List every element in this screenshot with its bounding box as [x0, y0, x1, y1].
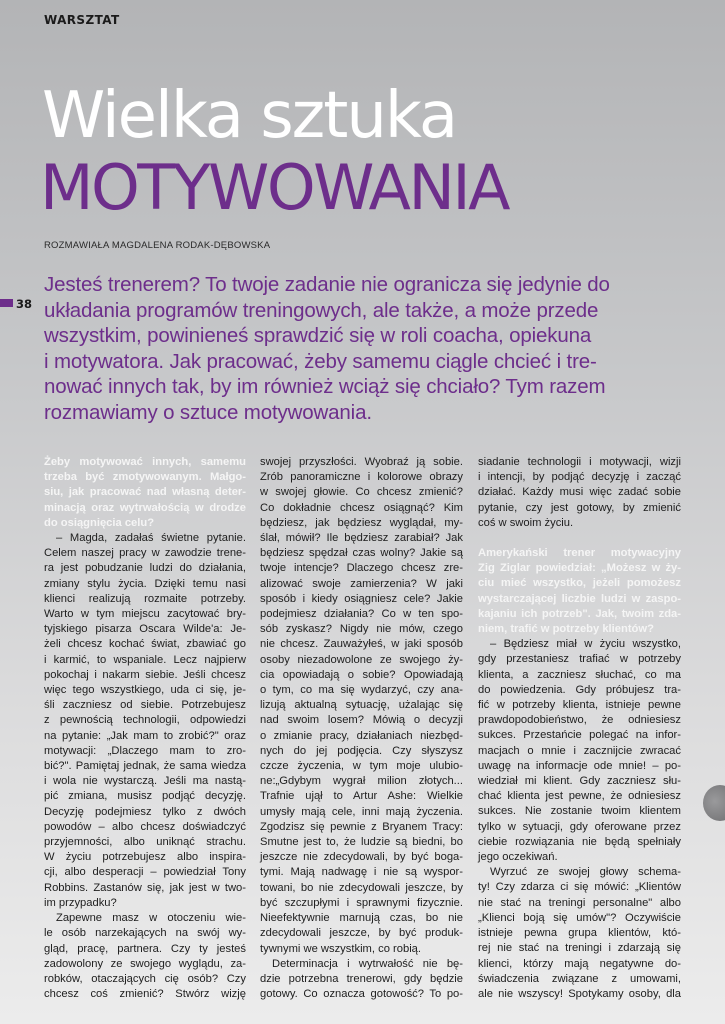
lead-line: wszystkim, powinieneś sprawdzić się w roli coacha, opiekuna [44, 324, 592, 347]
body-line: będziesz spędzał czas wolny? Jakie są [260, 547, 463, 560]
body-line: przyjemności, albo uniknąć strachu. [44, 836, 246, 849]
body-line: im przypadku? [44, 896, 117, 909]
body-line: swojej przyszłości. Wyobraź ją sobie. [260, 456, 463, 468]
body-line: więc tego wszystkiego, uda ci się, je- [44, 684, 246, 697]
question-line: wystarczającej liczbie ludzi w zaspo- [478, 592, 681, 605]
body-line: tymi. Mają nadwagę i nie są wyspor- [260, 866, 463, 879]
lead-line: układania programów treningowych, ale także, a może przede [44, 298, 599, 322]
question-line: Zig Ziglar powiedział: „Możesz w ży- [478, 562, 681, 575]
body-line: sukces. Nie zostanie twoim klientem [478, 805, 681, 818]
body-line: czcze życzenia, w tym moje ulubio- [260, 760, 463, 773]
body-line: – Magda, zadałaś świetne pytanie. [56, 532, 246, 545]
lead-line: nować innych tak, by im również wciąż się chciało? Tym razem [44, 375, 606, 398]
body-line: twoje intencje? Dlaczego chcesz zre- [260, 562, 463, 575]
body-line: Smutne jest to, że ludzie są biedni, bo [260, 836, 463, 849]
body-line: sób zyskasz? Nigdy nie mów, czego [260, 623, 463, 636]
body-line: i intencji, by podjąć decyzję i zacząć [478, 471, 681, 484]
title-line-1: Wielka sztuka [42, 79, 457, 153]
body-line: Robbins. Zastanów się, jak jest w two- [44, 881, 246, 894]
body-line: pokochaj i nakarm siebie. Jeśli chcesz [44, 668, 246, 681]
question-line: kajaniu ich potrzeb". Jak, twoim zda- [478, 607, 681, 620]
body-line: zmiany stylu życia. Dzięki temu nasi [44, 577, 246, 590]
section-label: WARSZTAT [44, 13, 120, 27]
body-line: sposób i kiedy osiągniesz cele? Jakie [260, 592, 463, 605]
body-line: z pewnością technologii, odpowiedzi [44, 714, 246, 727]
text-column-1 [44, 455, 246, 1002]
lead-line: rozmawiamy o sztuce motywowania. [44, 400, 372, 424]
body-line: klienci realizują rozmaite potrzeby. [44, 592, 246, 605]
body-line: ty! Czy zdarza ci się mówić: „Klientów [478, 881, 681, 894]
question-line: Żeby motywować innych, samemu [44, 456, 246, 468]
body-line: i karmić, to wspaniale. Lecz najpierw [44, 653, 246, 666]
question-line: do osiągnięcia celu? [44, 516, 155, 529]
question-line: trzeba być zmotywowanym. Małgo- [44, 471, 246, 484]
body-line: ra jest pobudzanie ludzi do działania, [44, 562, 246, 575]
body-line: towani, bo nie zdecydowali jeszcze, by [260, 881, 463, 894]
body-line: gdy przestaniesz trafiać w potrzeby [478, 653, 681, 666]
body-line: gląd, pracę, partnera. Czy ty jesteś [44, 942, 246, 955]
body-line: nad swoim losem? Mówią o decyzji [260, 714, 463, 727]
body-line: o tym, co ma się wydarzyć, czy ana- [260, 684, 463, 697]
body-line: działać. Każdy musi więc zadać sobie [478, 486, 681, 499]
body-line: Co dokładnie chcesz osiągnąć? Kim [260, 501, 463, 514]
body-line: Wyrzuć ze swojej głowy schema- [490, 866, 681, 879]
body-line: ciebie rozwiązania nie będą spełniały [478, 835, 681, 848]
body-line: Zrób panoramiczne i kolorowe obrazy [260, 471, 463, 484]
body-line: będziesz, jak będziesz wyglądał, my- [260, 516, 463, 529]
body-line: ale nie wszyscy! Spotykamy osoby, dla [478, 987, 681, 1000]
body-line: nych do jej podjęcia. Czy słyszysz [260, 744, 463, 757]
body-line: zadowolony ze swojego wyglądu, za- [44, 957, 246, 970]
body-line: powodów – albo chcesz doświadczyć [44, 820, 246, 833]
body-line: coś w swoim życiu. [478, 516, 574, 529]
question-line: ciu mieć wszystko, jeżeli pomożesz [478, 577, 681, 590]
body-line: Trafnie ujął to Artur Ashe: Wielkie [260, 790, 463, 803]
body-line: le osób narzekających na swój wy- [44, 927, 246, 940]
body-line: o zmianie pracy, działaniach niezbęd- [260, 729, 463, 742]
body-line: nie stać na treningi personalne" albo [478, 896, 681, 909]
body-line: siadanie technologii i motywacji, wizji [478, 456, 681, 468]
body-line: być szczupłymi i sprawnymi fizycznie. [260, 896, 463, 909]
body-line: pytanie, czy jest gotowy, by zmienić [478, 501, 681, 514]
body-line: tywnymi we wszystkim, co robią. [260, 942, 422, 955]
body-line: Nieefektywnie marnują czas, bo nie [260, 912, 463, 925]
question-line: Amerykański trener motywacyjny [478, 547, 681, 560]
question-line: minacją oraz wytrwałością w drodze [44, 501, 246, 514]
body-line: świadczenia związane z umowami, [478, 972, 681, 985]
question-line: siu, jak pracować nad własną deter- [44, 486, 246, 499]
body-line: rej nie stać na treningi i zdarzają się [478, 942, 681, 955]
body-line: żeli chcesz kochać świat, zbawiać go [44, 638, 246, 651]
paragraph-gap [478, 531, 681, 546]
body-line: dzie potrzebna trenerowi, gdy będzie [260, 972, 463, 985]
body-line: lizują aktualną sytuację, użalając się [260, 699, 463, 712]
body-line: zdecydowali jeszcze, by być produk- [260, 927, 463, 940]
byline: ROZMAWIAŁA MAGDALENA RODAK-DĘBOWSKA [44, 240, 271, 251]
body-line: cia opowiadają o sobie? Opowiadają [260, 668, 463, 681]
page-curl [703, 785, 725, 821]
lead-line: i motywatora. Jak pracować, żeby samemu ciągle chcieć i tre- [44, 349, 597, 373]
lead-line: Jesteś trenerem? To twoje zadanie nie ogranicza się jedynie do [44, 273, 610, 296]
body-line: chać klienta jest pewne, że odniesiesz [478, 790, 681, 803]
body-line: nie chcesz. Zauważyłeś, w jaki sposób [260, 638, 463, 651]
body-line: osoby niezadowolone ze swojego ży- [260, 653, 463, 666]
body-line: motywacji: „Dlaczego mam to zro- [44, 744, 246, 757]
body-line: klienci, którzy mają negatywne do- [478, 957, 681, 970]
body-line: uwagę na informacje ode mnie! – po- [478, 759, 681, 772]
body-line: klienta, a zaczniesz słuchać, co ma [478, 668, 681, 681]
body-line: śli zaczniesz od siebie. Potrzebujesz [44, 699, 246, 712]
body-line: jego oczekiwań. [478, 851, 558, 864]
title-line-2: MOTYWOWANIA [40, 151, 509, 224]
lead-paragraph [44, 272, 694, 425]
body-line: macjach o mnie i zacznijcie zwracać [478, 744, 681, 757]
body-line: prawdopodobieństwo, że odniesiesz [478, 714, 681, 727]
body-line: Zapewne masz w otoczeniu wie- [56, 912, 246, 925]
body-line: „Klienci boją się umów"? Oczywiście [478, 911, 681, 924]
body-line: alizować swoje zamierzenia? W jaki [260, 577, 463, 590]
body-line: Determinacja i wytrwałość nie bę- [272, 957, 463, 970]
body-line: tylko w sytuacji, gdy oferowane przez [478, 820, 681, 833]
text-column-2 [260, 455, 463, 1002]
body-line: do powiedzenia. Gdy próbujesz tra- [478, 683, 681, 696]
body-line: tyjskiego pisarza Oscara Wilde'a: Je- [44, 623, 246, 636]
body-line: gotowy. Co oznacza gotowość? To po- [260, 988, 463, 1001]
body-line: Decyzję podejmiesz tylko z dwóch [44, 805, 246, 818]
page-number: 38 [16, 297, 33, 311]
body-line: Warto w tym miejscu zacytować bry- [44, 608, 246, 621]
body-line: robków, otaczających cię osób? Czy [44, 972, 246, 985]
body-line: pić zmiana, musisz podjąć decyzję. [44, 790, 246, 803]
body-line: sukces. Przestańcie polegać na infor- [478, 729, 681, 742]
body-line: chcesz coś zmienić? Stwórz wizję [44, 988, 246, 1001]
body-line: wiedział mi klient. Gdy zaczniesz słu- [478, 775, 681, 788]
body-line: istnieje pewna grupa klientów, któ- [478, 927, 681, 940]
body-line: na pytanie: „Jak mam to zrobić?" oraz [44, 729, 246, 742]
body-line: fić w potrzeby klienta, istnieje pewne [478, 699, 681, 712]
text-column-3 [478, 455, 681, 1002]
page-marker [0, 299, 13, 307]
body-line: Zgodzisz się pewnie z Bryanem Tracy: [260, 820, 463, 833]
body-line: podejmiesz działania? Co w ten spo- [260, 608, 463, 621]
body-line: ślał, mówił? Ile będziesz zarabiał? Jak [260, 532, 463, 545]
body-line: – Będziesz miał w życiu wszystko, [490, 638, 681, 651]
body-line: jeszcze nie zdecydowali, by być boga- [260, 851, 463, 864]
question-line: niem, trafić w potrzeby klientów? [478, 623, 654, 636]
body-line: w swojej głowie. Co chcesz zmienić? [260, 486, 463, 499]
body-line: bić?". Pamiętaj jednak, że sama wiedza [44, 760, 246, 773]
body-line: W życiu potrzebujesz albo inspira- [44, 851, 246, 864]
body-line: i wola nie wystarczą. Jeśli ma nastą- [44, 775, 246, 788]
body-line: ne:„Gdybym wygrał milion złotych... [260, 775, 463, 788]
body-line: Celem naszej pracy w zawodzie trene- [44, 547, 246, 560]
body-line: umysły mają cele, inni mają życzenia. [260, 805, 463, 818]
body-line: cji, albo desperacji – powiedział Tony [44, 866, 246, 879]
